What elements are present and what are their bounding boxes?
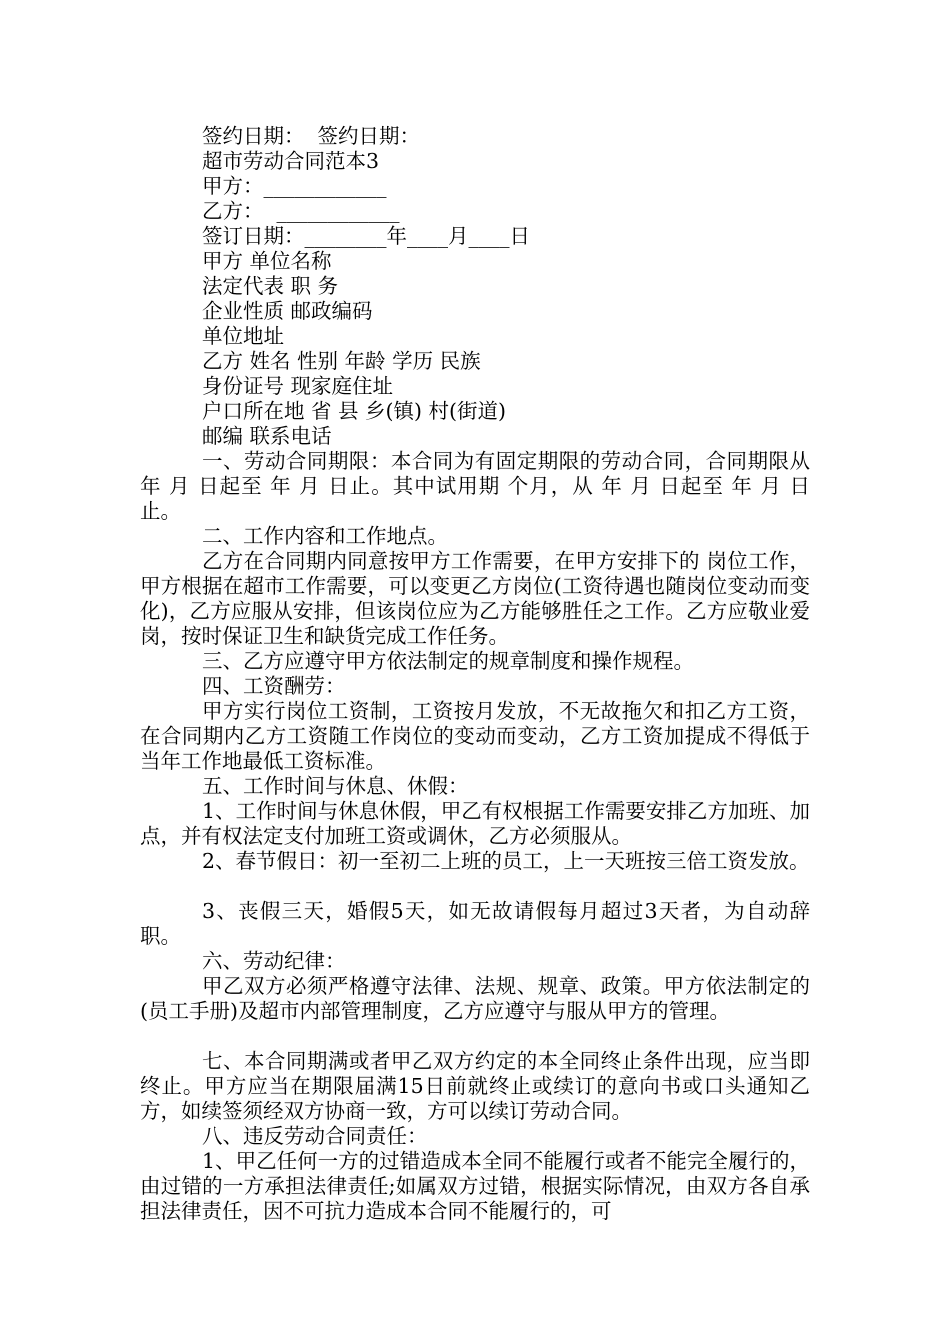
postcode-phone-line: 邮编 联系电话 — [202, 424, 332, 448]
clause-5-item-3: 3、丧假三天，婚假5天，如无故请假每月超过3天者，为自动辞职。 — [140, 899, 810, 948]
enterprise-nature-line: 企业性质 邮政编码 — [202, 299, 373, 323]
legal-rep-line: 法定代表 职 务 — [202, 274, 339, 298]
clause-5-heading: 五、工作时间与休息、休假： — [202, 774, 469, 798]
clause-2-heading: 二、工作内容和工作地点。 — [202, 524, 448, 548]
household-registration-line: 户口所在地 省 县 乡(镇) 村(街道) — [202, 399, 507, 423]
clause-8-heading: 八、违反劳动合同责任： — [202, 1124, 428, 1148]
party-a-line: 甲方：____________ — [202, 174, 387, 198]
clause-7-paragraph: 七、本合同期满或者甲乙双方约定的本全同终止条件出现，应当即终止。甲方应当在期限届满15日前就终止或续订的意向书或口头通知乙方，如续签须经双方协商一致，方可以续订劳动合同。 — [140, 1049, 810, 1123]
id-number-line: 身份证号 现家庭住址 — [202, 374, 394, 398]
clause-1-contract-term: 一、劳动合同期限：本合同为有固定期限的劳动合同，合同期限从 年 月 日起至 年 月 日止。其中试用期 个月，从 年 月 日起至 年 月 日止。 — [140, 449, 810, 523]
contract-title: 超市劳动合同范本3 — [202, 149, 380, 173]
clause-5-item-2: 2、春节假日：初一至初二上班的员工，上一天班按三倍工资发放。 — [202, 849, 810, 873]
party-b-info-line: 乙方 姓名 性别 年龄 学历 民族 — [202, 349, 481, 373]
clause-3-paragraph: 三、乙方应遵守甲方依法制定的规章制度和操作规程。 — [202, 649, 694, 673]
clause-4-paragraph: 甲方实行岗位工资制，工资按月发放，不无故拖欠和扣乙方工资，在合同期内乙方工资随工作岗位的变动而变动，乙方工资加提成不得低于当年工作地最低工资标准。 — [140, 699, 810, 773]
signing-date-line: 签约日期： 签约日期： — [202, 124, 421, 148]
clause-2-paragraph: 乙方在合同期内同意按甲方工作需要，在甲方安排下的 岗位工作，甲方根据在超市工作需要，可以变更乙方岗位(工资待遇也随岗位变动而变化)，乙方应服从安排，但该岗位应为乙方能够胜任之工作。乙方应敬业爱岗，按时保证卫生和缺货完成工作任务。 — [140, 549, 810, 648]
clause-5-item-1: 1、工作时间与休息休假，甲乙有权根据工作需要安排乙方加班、加点，并有权法定支付加班工资或调休，乙方必须服从。 — [140, 799, 810, 848]
clause-8-item-1: 1、甲乙任何一方的过错造成本全同不能履行或者不能完全履行的，由过错的一方承担法律责任;如属双方过错，根据实际情况，由双方各自承担法律责任，因不可抗力造成本合同不能履行的，可 — [140, 1149, 810, 1223]
party-a-unit-name: 甲方 单位名称 — [202, 249, 332, 273]
clause-6-paragraph: 甲乙双方必须严格遵守法律、法规、规章、政策。甲方依法制定的(员工手册)及超市内部管理制度，乙方应遵守与服从甲方的管理。 — [140, 974, 810, 1023]
party-b-line: 乙方： ____________ — [202, 199, 400, 223]
clause-4-heading: 四、工资酬劳： — [202, 674, 346, 698]
sign-date-line: 签订日期：________年____月____日 — [202, 224, 530, 248]
unit-address-line: 单位地址 — [202, 324, 284, 348]
clause-6-heading: 六、劳动纪律： — [202, 949, 346, 973]
